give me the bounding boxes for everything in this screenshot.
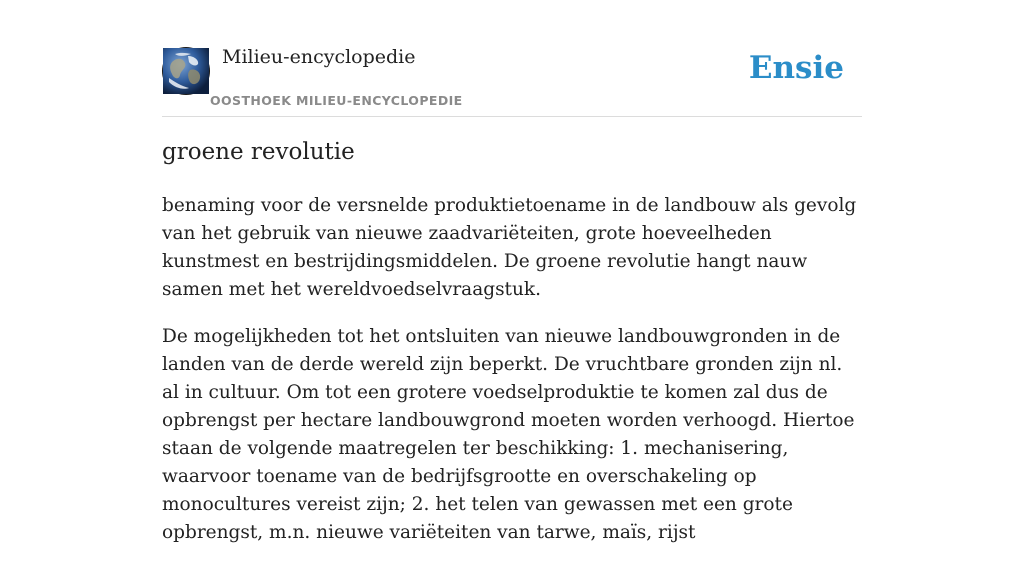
publisher-label[interactable]: OOSTHOEK MILIEU-ENCYCLOPEDIE (210, 93, 463, 108)
site-name[interactable]: Milieu-encyclopedie (222, 46, 416, 68)
article-paragraph: De mogelijkheden tot het ontsluiten van nieuwe landbouwgronden in de landen van de derde wereld zijn beperkt. De vruchtbare gronden zijn nl. al in cultuur. Om tot een grotere voedselproduktie te komen zal dus de opbrengst per hectare landbouwgrond moeten worden verhoogd. Hiertoe staan de volgende maatregelen ter beschikking: 1. mechanisering, waarvoor toename van de bedrijfsgrootte en overschakeling op monocultures vereist zijn; 2. het telen van gewassen met een grote opbrengst, m.n. nieuwe variëteiten van tarwe, maïs, rijst (162, 326, 855, 543)
article-title: groene revolutie (162, 139, 355, 165)
article-paragraph: benaming voor de versnelde produktietoename in de landbouw als gevolg van het gebruik van nieuwe zaadvariëteiten, grote hoeveelheden kunstmest en bestrijdingsmiddelen. De groene revolutie hangt nauw samen met het wereldvoedselvraagstuk. (162, 195, 857, 300)
site-header (162, 0, 862, 117)
article-body (162, 192, 864, 566)
brand-logo[interactable]: Ensie (748, 50, 844, 86)
earth-globe-icon[interactable] (162, 47, 210, 95)
